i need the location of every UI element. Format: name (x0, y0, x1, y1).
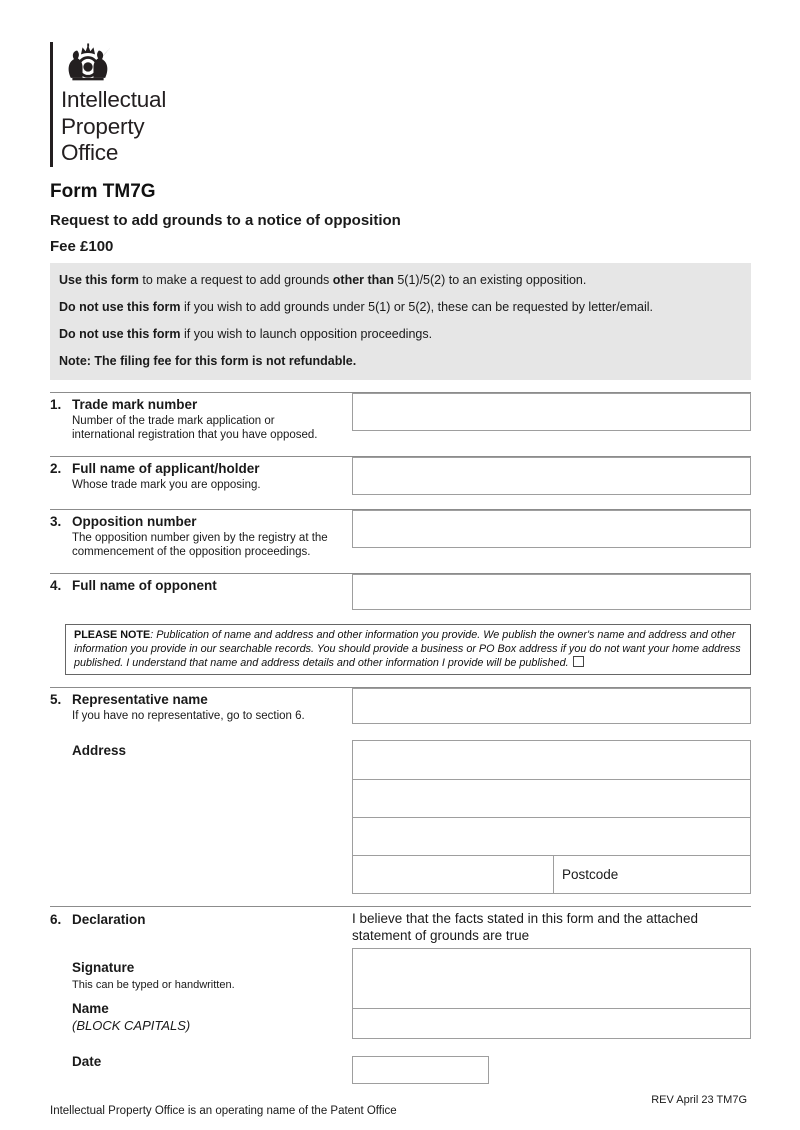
section-5-title: Representative name (72, 691, 208, 707)
form-fee: Fee £100 (50, 237, 114, 255)
applicant-holder-name-input[interactable] (352, 457, 751, 495)
royal-coat-of-arms-icon (63, 42, 113, 84)
publication-consent-checkbox[interactable] (573, 656, 584, 667)
representative-name-input[interactable] (352, 688, 751, 724)
opposition-number-input[interactable] (352, 510, 751, 548)
notice-line-3: Do not use this form if you wish to launch opposition proceedings. (59, 326, 433, 341)
address-table (352, 740, 751, 894)
ipo-logo (50, 42, 751, 167)
section-1-title: Trade mark number (72, 396, 198, 412)
page-footer (50, 1092, 751, 1126)
name-block-capitals-label: (BLOCK CAPITALS) (72, 1017, 191, 1033)
address-line-4-input[interactable] (353, 856, 553, 893)
section-2-description: Whose trade mark you are opposing. (72, 478, 261, 491)
logo-text-line-1: Intellectual (61, 87, 167, 112)
section-opposition-number (50, 509, 751, 559)
logo-text-line-2: Property (61, 113, 145, 139)
footer-revision: REV April 23 TM7G (651, 1093, 747, 1106)
logo-text-line-3: Office (61, 140, 119, 165)
signature-label: Signature (72, 959, 135, 975)
name-input[interactable] (352, 1008, 751, 1039)
section-3-title: Opposition number (72, 513, 197, 529)
name-label: Name (72, 1000, 109, 1016)
notice-line-1: Use this form to make a request to add grounds other than 5(1)/5(2) to an existing opposition. (59, 272, 587, 287)
please-note-label: PLEASE NOTE (74, 628, 151, 641)
address-line-3-input[interactable] (353, 817, 750, 855)
address-line-1-input[interactable] (353, 741, 750, 779)
section-4-number: 4. (50, 577, 62, 593)
notice-line-4: Note: The filing fee for this form is not refundable. (59, 353, 357, 368)
notice-line-2: Do not use this form if you wish to add grounds under 5(1) or 5(2), these can be requested by letter/email. (59, 299, 654, 314)
section-declaration (50, 906, 751, 1092)
opponent-name-input[interactable] (352, 574, 751, 610)
section-opponent-name (50, 573, 751, 675)
section-2-number: 2. (50, 460, 62, 476)
section-6-title: Declaration (72, 911, 146, 927)
form-title: Form TM7G (50, 180, 156, 202)
declaration-statement: I believe that the facts stated in this form and the attached statement of grounds are true (352, 910, 698, 943)
section-5-description: If you have no representative, go to section 6. (72, 709, 305, 722)
section-1-description: Number of the trade mark application or international registration that you have opposed. (72, 414, 318, 441)
section-representative (50, 687, 751, 894)
postcode-input[interactable] (553, 856, 750, 893)
section-applicant-holder-name (50, 456, 751, 495)
section-2-title: Full name of applicant/holder (72, 460, 260, 476)
trade-mark-number-input[interactable] (352, 393, 751, 431)
date-label: Date (72, 1053, 102, 1069)
postcode-label: Postcode (562, 866, 619, 882)
logo-vertical-bar (50, 42, 53, 167)
form-subtitle: Request to add grounds to a notice of opposition (50, 211, 401, 229)
section-1-number: 1. (50, 396, 62, 412)
section-5-number: 5. (50, 691, 62, 707)
signature-note: This can be typed or handwritten. (72, 978, 235, 991)
publication-notice-box (65, 624, 751, 675)
usage-notice-box (50, 263, 751, 380)
footer-operating-name: Intellectual Property Office is an operating name of the Patent Office (50, 1104, 397, 1117)
address-line-2-input[interactable] (353, 779, 750, 817)
section-trade-mark-number (50, 392, 751, 442)
section-3-number: 3. (50, 513, 62, 529)
date-input[interactable] (352, 1056, 489, 1084)
section-4-title: Full name of opponent (72, 577, 217, 593)
signature-input[interactable] (352, 948, 751, 1009)
section-3-description: The opposition number given by the registry at the commencement of the opposition proceedings. (72, 531, 328, 558)
please-note-text: : Publication of name and address and other information you provide. We publish the owner's name and address and other information you provide in our searchable records. You should provide a business or PO Box address if you do not want your home address published. I understand that name and address details and other information I provide will be published. (74, 628, 741, 669)
address-label: Address (72, 742, 127, 758)
section-6-number: 6. (50, 911, 62, 927)
